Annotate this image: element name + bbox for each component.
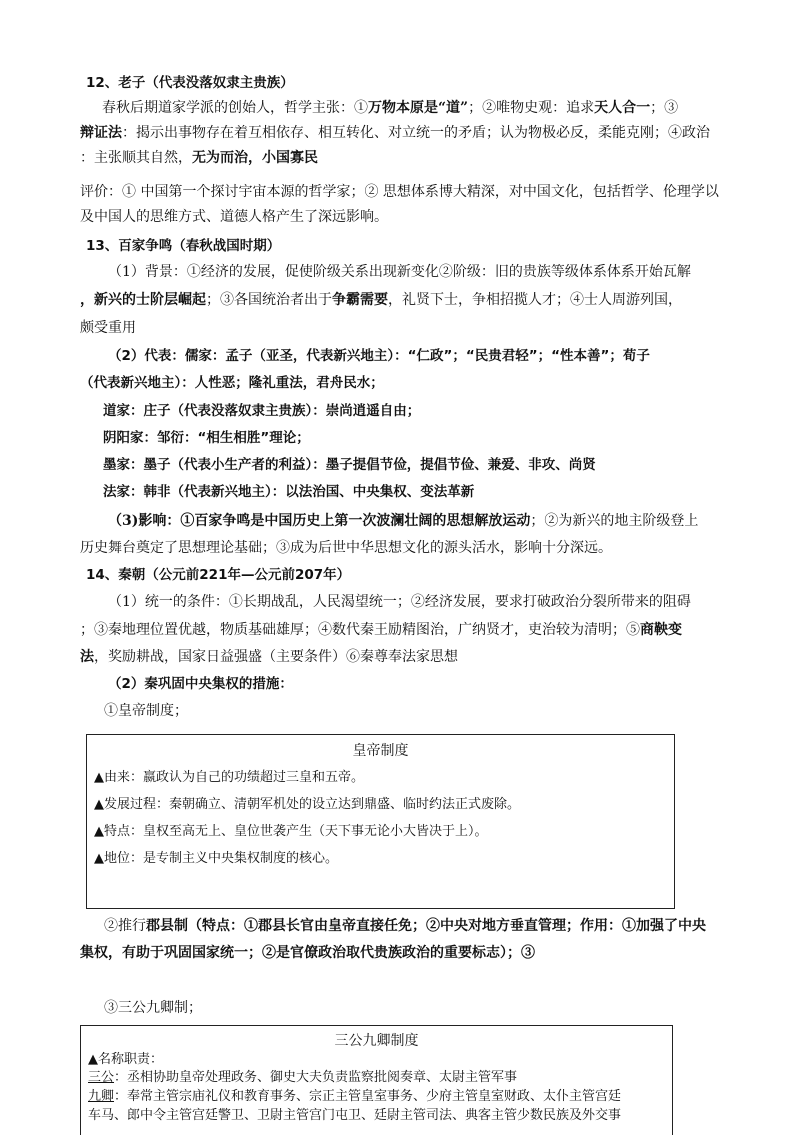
section-12-title: 12、老子（代表没落奴隶主贵族） [86,75,294,91]
paragraph-line: ②推行郡县制（特点：①郡县长官由皇帝直接任免；②中央对地方垂直管理；作用：①加强了中央 [104,918,706,934]
box-item: 九卿：奉常主管宗庙礼仪和教育事务、宗正主管皇室事务、少府主管皇室财政、太仆主管宫廷 [88,1089,622,1104]
paragraph-line: （代表新兴地主）：人性恶；隆礼重法，君舟民水； [80,375,384,391]
paragraph-line: 辩证法：揭示出事物存在着互相依存、相互转化、对立统一的矛盾；认为物极必反，柔能克刚；④政治 [80,125,710,141]
paragraph-line: ，新兴的士阶层崛起；③各国统治者出于争霸需要，礼贤下士，争相招揽人才；④士人周游列国， [80,292,682,308]
paragraph-line: 颇受重用 [80,320,136,336]
evaluation-line: 及中国人的思维方式、道德人格产生了深远影响。 [80,209,388,225]
paragraph-line: （3)影响：①百家争鸣是中国历史上第一次波澜壮阔的思想解放运动；②为新兴的地主阶级登上 [108,513,699,529]
box-item: ▲由来：嬴政认为自己的功绩超过三皇和五帝。 [94,770,364,785]
box-title: 皇帝制度 [352,743,409,759]
box-title: 三公九卿制度 [334,1033,419,1049]
paragraph-line: 集权，有助于巩固国家统一；②是官僚政治取代贵族政治的重要标志）；③ [80,945,535,961]
school-yinyang: 阴阳家：邹衍：“相生相胜”理论； [103,430,310,446]
school-legalism: 法家：韩非（代表新兴地主）：以法治国、中央集权、变法革新 [103,484,475,500]
paragraph-line: （1）背景：①经济的发展，促使阶级关系出现新变化②阶级：旧的贵族等级体系体系开始瓦解 [108,264,691,280]
paragraph-line: （2）秦巩固中央集权的措施： [108,676,293,692]
box-item: ▲名称职责： [88,1052,163,1067]
box-item: ▲特点：皇权至高无上、皇位世袭产生（天下事无论小大皆决于上）。 [94,824,488,839]
section-13-title: 13、百家争鸣（春秋战国时期） [86,238,281,254]
box-item: ▲地位：是专制主义中央集权制度的核心。 [94,851,338,866]
paragraph-line: （1）统一的条件：①长期战乱，人民渴望统一；②经济发展，要求打破政治分裂所带来的阻碍 [108,594,691,610]
emperor-system-box [86,734,675,909]
evaluation-line: 评价：① 中国第一个探讨宇宙本源的哲学家；② 思想体系博大精深，对中国文化，包括哲学、伦理学以 [80,184,719,200]
box-item: ▲发展过程：秦朝确立、清朝军机处的设立达到鼎盛、临时约法正式废除。 [94,797,520,812]
school-daoism: 道家：庄子（代表没落奴隶主贵族）：崇尚逍遥自由； [103,403,421,419]
paragraph-line: （2）代表：儒家：孟子（亚圣，代表新兴地主）：“仁政”；“民贵君轻”；“性本善”；荀子 [108,348,650,364]
paragraph-line: 法，奖励耕战，国家日益强盛（主要条件）⑥秦尊奉法家思想 [80,649,458,665]
three-ministers-box [80,1025,673,1135]
box-item: 车马、郎中令主管宫廷警卫、卫尉主管宫门屯卫、廷尉主管司法、典客主管少数民族及外交事 [88,1108,622,1123]
school-mohism: 墨家：墨子（代表小生产者的利益）：墨子提倡节俭，提倡节俭、兼爱、非攻、尚贤 [103,457,596,473]
box-item: 三公：丞相协助皇帝处理政务、御史大夫负责监察批阅奏章、太尉主管军事 [88,1070,518,1085]
paragraph-line: ③三公九卿制； [104,1000,202,1016]
paragraph-line: ①皇帝制度； [104,703,188,719]
paragraph-line: 春秋后期道家学派的创始人，哲学主张：①万物本原是“道”；②唯物史观：追求天人合一；③ [102,100,679,116]
paragraph-line: ：主张顺其自然，无为而治，小国寡民 [80,150,318,166]
section-14-title: 14、秦朝（公元前221年—公元前207年） [86,567,351,583]
paragraph-line: 历史舞台奠定了思想理论基础；③成为后世中华思想文化的源头活水，影响十分深远。 [80,540,612,556]
paragraph-line: ；③秦地理位置优越，物质基础雄厚；④数代秦王励精图治，广纳贤才，吏治较为清明；⑤商鞅变 [80,622,682,638]
